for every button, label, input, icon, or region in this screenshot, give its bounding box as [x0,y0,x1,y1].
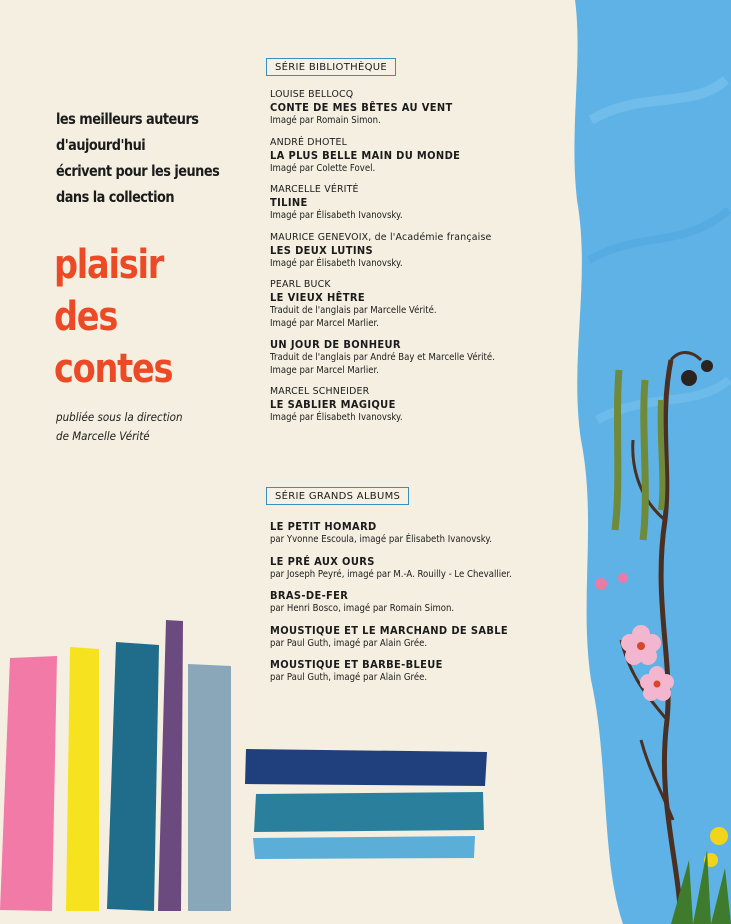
book-author: PEARL BUCK [270,279,331,290]
grey-blue-book-spine [188,664,231,911]
album-credit: par Paul Guth, imagé par Alain Grée. [270,637,428,649]
book-credit: Imagé par Élisabeth Ivanovsky. [270,210,403,221]
album-credit: par Henri Bosco, imagé par Romain Simon. [270,603,455,614]
book-entry [270,338,570,377]
book-credit: Imagé par Élisabeth Ivanovsky. [270,412,403,423]
sky-branch-graphic [561,0,731,924]
catkin [643,380,645,540]
yellow-book-spine [66,647,99,911]
light-blue-book-lying [253,836,475,859]
intro-line: dans la collection [56,188,175,206]
direction-line: de Marcelle Vérité [56,429,150,443]
yellow-flower [710,827,728,845]
book-credit: Imagé par Marcel Marlier. [270,317,379,329]
album-entry [270,555,570,582]
pink-bud [595,578,607,590]
book-title: LE VIEUX HÊTRE [270,291,365,304]
book-entry [270,278,570,330]
book-entry [270,183,570,223]
book-credit: Imagé par Romain Simon. [270,115,381,126]
dark-bud [681,370,697,386]
catkin [615,370,619,530]
series-grands-albums-label: SÉRIE GRANDS ALBUMS [266,487,409,505]
series-bibliotheque-list [270,88,570,433]
series-bibliotheque-label: SÉRIE BIBLIOTHÈQUE [266,58,396,76]
book-spines-graphic [0,600,560,924]
book-credit: Traduit de l'anglais par André Bay et Marcelle Vérité. [270,352,495,363]
book-title: TILINE [270,196,308,209]
book-author: MARCEL SCHNEIDER [270,386,370,397]
teal-book-spine [107,642,159,911]
book-author-note: , de l'Académie française [368,231,492,243]
pink-bud [618,573,628,583]
direction-line: publiée sous la direction [56,410,183,424]
book-author [270,231,552,244]
album-title: MOUSTIQUE ET LE MARCHAND DE SABLE [270,623,509,637]
book-title: LE SABLIER MAGIQUE [270,398,396,411]
intro-text [56,106,276,210]
collection-title-word: contes [54,346,173,392]
book-title: CONTE DE MES BÊTES AU VENT [270,101,453,114]
intro-line: d'aujourd'hui [56,136,146,154]
book-entry [270,136,570,176]
book-entry [270,88,570,128]
book-credit: Image par Marcel Marlier. [270,364,379,376]
purple-book-spine [158,620,183,911]
dark-bud [701,360,713,372]
intro-line: écrivent pour les jeunes [56,162,220,180]
album-entry [270,520,570,547]
collection-title-word: des [54,294,118,340]
book-title: LA PLUS BELLE MAIN DU MONDE [270,148,461,162]
book-title: LES DEUX LUTINS [270,243,373,257]
collection-title-word: plaisir [54,242,164,288]
catkin [661,400,663,510]
intro-line: les meilleurs auteurs [56,110,199,128]
book-credit: Imagé par Colette Fovel. [270,162,376,174]
collection-title [54,239,195,395]
album-credit: par Paul Guth, imagé par Alain Grée. [270,672,428,683]
book-author: LOUISE BELLOCQ [270,89,354,100]
book-author: MARCELLE VÉRITÉ [270,184,359,195]
book-credit: Traduit de l'anglais par Marcelle Vérité. [270,305,437,316]
book-credit: Imagé par Élisabeth Ivanovsky. [270,257,403,269]
book-title: UN JOUR DE BONHEUR [270,338,401,351]
book-author-name: MAURICE GENEVOIX [270,231,369,243]
navy-book-lying [245,749,487,786]
album-title: LE PETIT HOMARD [270,520,377,533]
sky-branch-illustration [561,0,731,924]
album-title: BRAS-DE-FER [270,589,349,602]
pink-book-spine [0,656,57,911]
teal-book-lying [254,792,484,832]
book-author: ANDRÉ DHOTEL [270,136,348,148]
direction-note [56,408,197,446]
album-title: LE PRÉ AUX OURS [270,554,375,568]
album-credit: par Joseph Peyré, imagé par M.-A. Rouilly - Le Chevallier. [270,568,512,580]
book-entry [270,385,570,425]
sky-area [574,0,731,924]
book-spines-illustration [0,600,560,924]
album-title: MOUSTIQUE ET BARBE-BLEUE [270,658,443,671]
book-entry [270,231,570,271]
album-credit: par Yvonne Escoula, imagé par Élisabeth Ivanovsky. [270,534,492,545]
